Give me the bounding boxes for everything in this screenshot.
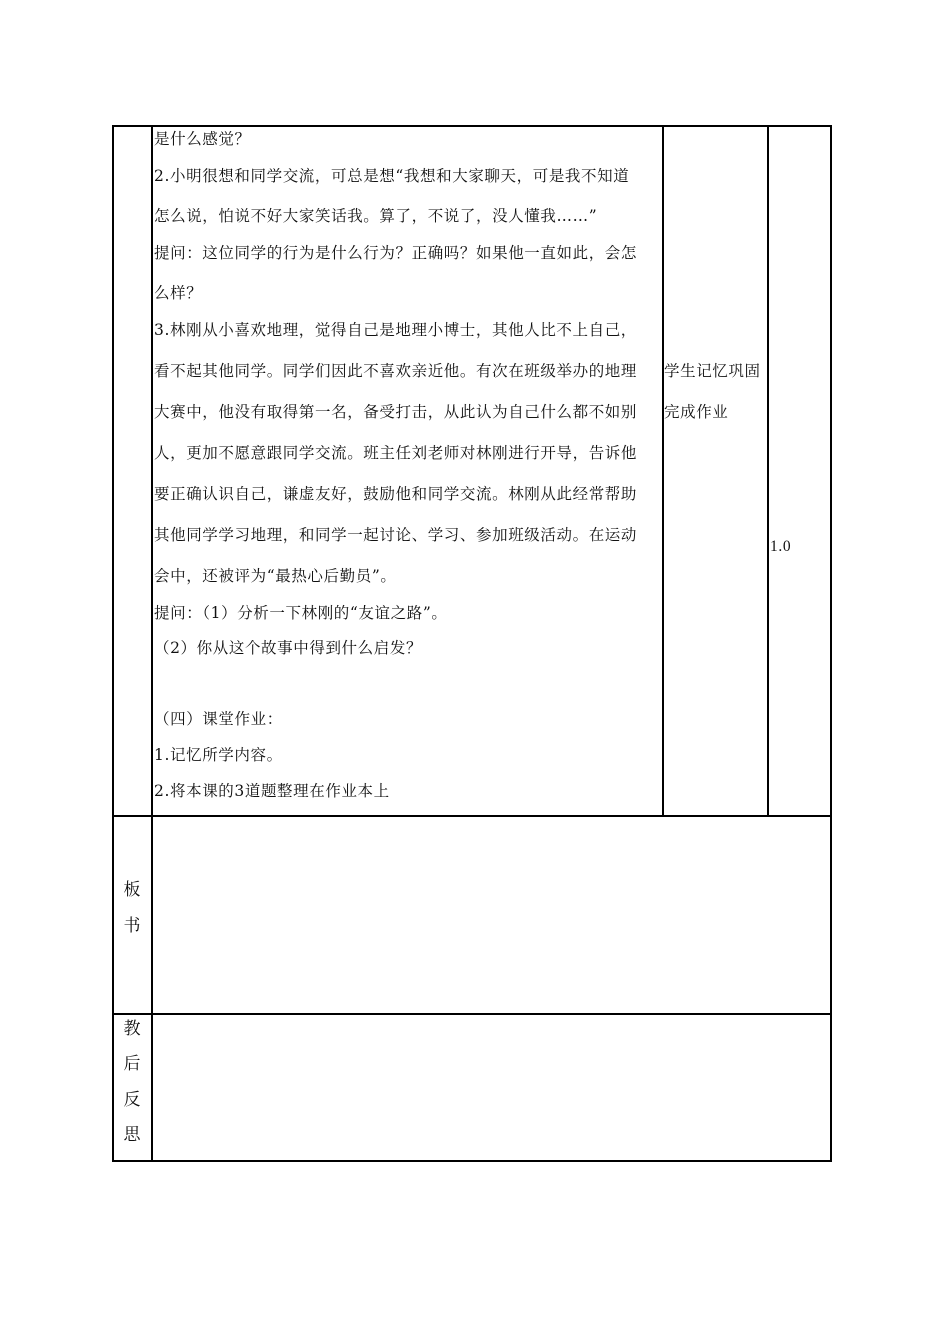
- board-label-char: 书: [123, 916, 141, 936]
- content-line: 提问：这位同学的行为是什么行为？正确吗？如果他一直如此，会怎: [154, 244, 638, 262]
- content-line: 人，更加不愿意跟同学交流。班主任刘老师对林刚进行开导，告诉他: [154, 444, 638, 462]
- table-left-border: [112, 125, 114, 1162]
- content-line: 1.记忆所学内容。: [154, 746, 283, 764]
- content-line: 是什么感觉？: [154, 130, 251, 148]
- table-right-border: [830, 125, 832, 1162]
- content-line: 提问：（1）分析一下林刚的“友谊之路”。: [154, 604, 448, 622]
- reflection-label-char: 反: [123, 1090, 141, 1110]
- content-line: 3.林刚从小喜欢地理，觉得自己是地理小博士，其他人比不上自己，: [154, 321, 637, 339]
- board-content-area: [153, 817, 830, 1013]
- content-line: （2）你从这个故事中得到什么启发？: [154, 639, 423, 657]
- activity-column-divider: [767, 125, 769, 817]
- content-line: 会中，还被评为“最热心后勤员”。: [154, 567, 397, 585]
- content-line: 怎么说，怕说不好大家笑话我。算了，不说了，没人懂我……”: [154, 207, 598, 225]
- content-line: 看不起其他同学。同学们因此不喜欢亲近他。有次在班级举办的地理: [154, 362, 638, 380]
- content-line: （四）课堂作业：: [154, 710, 283, 728]
- time-allocation: 1.0: [770, 538, 792, 555]
- content-column-divider: [662, 125, 664, 817]
- student-activity-line: 完成作业: [664, 403, 729, 421]
- reflection-label-char: 教: [123, 1019, 141, 1039]
- student-activity-line: 学生记忆巩固: [664, 362, 761, 380]
- content-line: 要正确认识自己，谦虚友好，鼓励他和同学交流。林刚从此经常帮助: [154, 485, 638, 503]
- content-line: 大赛中，他没有取得第一名，备受打击，从此认为自己什么都不如别: [154, 403, 638, 421]
- reflection-label-char: 思: [123, 1125, 141, 1145]
- content-line: 其他同学学习地理，和同学一起讨论、学习、参加班级活动。在运动: [154, 526, 638, 544]
- content-line: 么样？: [154, 284, 203, 302]
- content-line: 2.小明很想和同学交流，可总是想“我想和大家聊天，可是我不知道: [154, 167, 630, 185]
- board-label-char: 板: [123, 880, 141, 900]
- table-bottom-border: [112, 1160, 832, 1162]
- reflection-content-area: [153, 1015, 830, 1160]
- reflection-label-char: 后: [123, 1054, 141, 1074]
- table-top-border: [112, 125, 832, 127]
- content-line: 2.将本课的3道题整理在作业本上: [154, 782, 390, 800]
